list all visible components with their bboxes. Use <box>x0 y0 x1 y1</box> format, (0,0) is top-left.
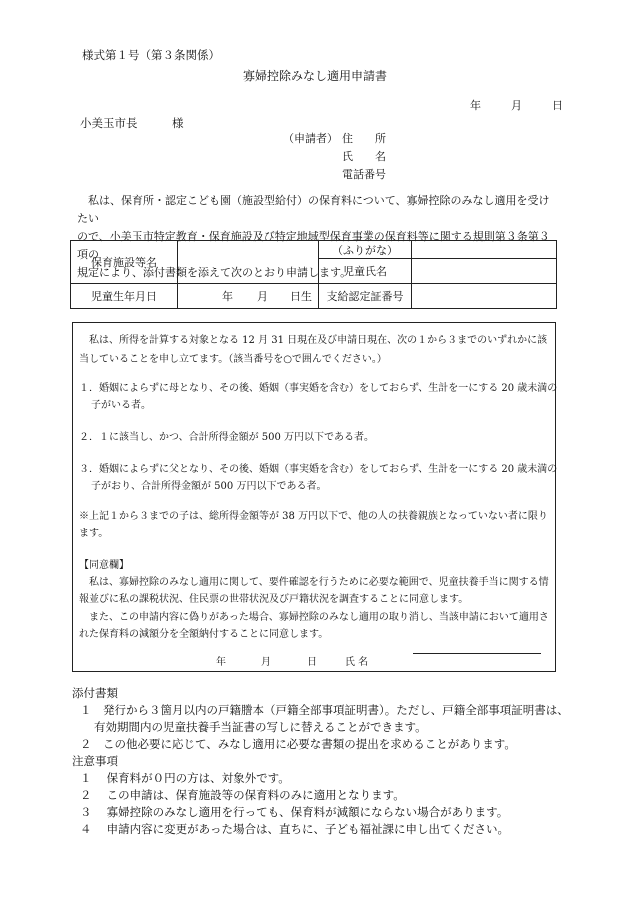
note-item-2: ２ この申請は、保育施設等の保育料のみに適用となります。 <box>80 788 405 802</box>
birth-year: 年 <box>222 290 233 303</box>
declaration-note-cont: ます。 <box>79 528 109 539</box>
consent-line: 報並びに私の課税状況、住民票の世帯状況及び戸籍状況を調査することに同意します。 <box>79 594 469 605</box>
sign-name-label: 氏 名 <box>345 657 369 668</box>
birth-month: 月 <box>257 290 268 303</box>
name-label: 氏 名 <box>342 150 386 163</box>
sign-day: 日 <box>307 657 317 668</box>
declaration-note: ※上記１から３までの子は、総所得金額等が 38 万円以下で、他の人の扶養親族となっていない者に限り <box>79 511 548 522</box>
intro-line: 規定により、添付書類を添えて次のとおり申請します。 <box>77 266 352 279</box>
signature-line[interactable] <box>413 653 541 654</box>
birth-field[interactable] <box>178 284 319 309</box>
condition-item-3-cont: 子がおり、合計所得金額が 500 万円以下である者。 <box>91 481 327 492</box>
intro-line: ので、小美玉市特定教育・保育施設及び特定地域型保育事業の保育料等に関する規則第３条第３項の <box>77 230 550 261</box>
consent-line: 私は、寡婦控除のみなし適用に関して、要件確認を行うために必要な範囲で、児童扶養手当に関する情 <box>89 577 549 588</box>
child-name-label: 児童氏名 <box>319 259 412 284</box>
addressee: 小美玉市長 様 <box>80 116 184 130</box>
document-title: 寡婦控除みなし適用申請書 <box>242 69 387 83</box>
condition-item-1[interactable]: １．婚姻によらずに母となり、その後、婚姻（事実婚を含む）をしておらず、生計を一にする 20 歳未満の <box>79 383 558 394</box>
date-year: 年 <box>470 99 481 112</box>
address-label: 住 所 <box>342 132 386 145</box>
note-item-1: １ 保育料が０円の方は、対象外です。 <box>80 771 290 785</box>
phone-label: 電話番号 <box>342 168 386 181</box>
condition-item-1-cont: 子がいる者。 <box>91 400 151 411</box>
application-info-table <box>70 240 557 309</box>
condition-item-2[interactable]: ２．１に該当し、かつ、合計所得金額が 500 万円以下である者。 <box>79 432 375 443</box>
form-number: 様式第１号（第３条関係） <box>82 48 220 62</box>
date-day: 日 <box>552 99 563 112</box>
note-item-4: ４ 申請内容に変更があった場合は、直ちに、子ども福祉課に申し出てください。 <box>80 822 510 836</box>
declaration-box <box>72 322 556 672</box>
furigana-field[interactable] <box>412 241 557 259</box>
sign-year: 年 <box>216 657 226 668</box>
note-item-3: ３ 寡婦控除のみなし適用を行っても、保育料が減額にならない場合があります。 <box>80 805 509 819</box>
child-name-field[interactable] <box>412 259 557 284</box>
date-month: 月 <box>511 99 522 112</box>
birth-label: 児童生年月日 <box>71 284 178 309</box>
application-date <box>470 97 563 113</box>
consent-line: れた保育料の減額分を全額納付することに同意します。 <box>79 629 329 640</box>
notes-heading: 注意事項 <box>72 754 118 768</box>
applicant-label: （申請者） <box>283 132 338 145</box>
sign-month: 月 <box>261 657 271 668</box>
cert-field[interactable] <box>412 284 557 309</box>
consent-line: また、この申請内容に偽りがあった場合、寡婦控除のみなし適用の取り消し、当該申請において適用さ <box>89 612 549 623</box>
attachments-heading: 添付書類 <box>72 686 118 700</box>
facility-field[interactable] <box>178 241 319 284</box>
condition-item-3[interactable]: ３．婚姻によらずに父となり、その後、婚姻（事実婚を含む）をしておらず、生計を一にする 20 歳未満の <box>79 464 558 475</box>
attachment-item-1-cont: 有効期間内の児童扶養手当証書の写しに替えることができます。 <box>94 720 427 734</box>
birth-day: 日生 <box>290 290 312 303</box>
cert-label: 支給認定証番号 <box>319 284 412 309</box>
intro-line: 私は、保育所・認定こども園（施設型給付）の保育料について、寡婦控除のみなし適用を受けたい <box>77 194 550 225</box>
consent-heading: 【同意欄】 <box>79 560 129 571</box>
facility-label: 保育施設等名 <box>71 241 178 284</box>
attachment-item-1: １ 発行から３箇月以内の戸籍謄本（戸籍全部事項証明書）。ただし、戸籍全部事項証明書は、 <box>80 703 569 717</box>
attachment-item-2: ２ この他必要に応じて、みなし適用に必要な書類の提出を求めることがあります。 <box>80 737 516 751</box>
declaration-line: 私は、所得を計算する対象となる 12 月 31 日現在及び申請日現在、次の１から３までのいずれかに該 <box>89 335 548 346</box>
declaration-line: 当していることを申し立てます。（該当番号を○で囲んでください。） <box>79 354 387 365</box>
furigana-label: （ふりがな） <box>319 241 412 259</box>
